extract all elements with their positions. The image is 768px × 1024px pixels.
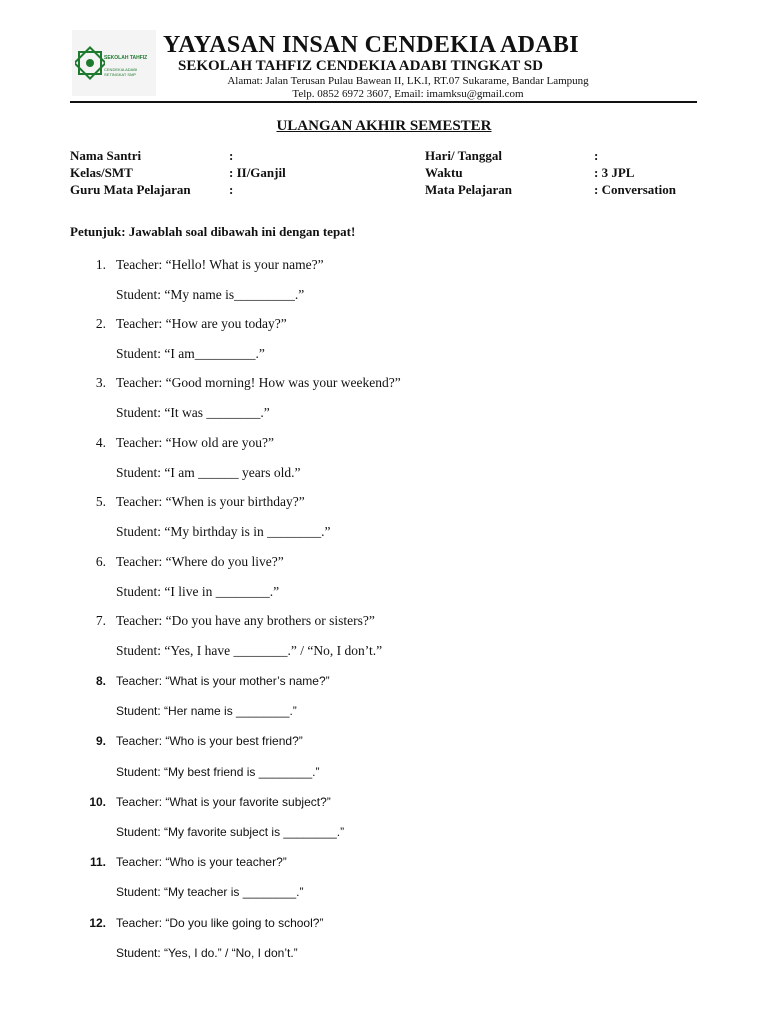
info-value-nama-santri: : [229,148,234,163]
question-number: 10. [89,795,106,809]
question-teacher-line: Teacher: “How are you today?” [116,316,287,331]
question-student-line: Student: “I am ______ years old.” [116,465,301,480]
info-label-kelas: Kelas/SMT [70,165,133,180]
star-emblem-icon [75,34,105,92]
exam-title: ULANGAN AKHIR SEMESTER [276,118,492,134]
question-number: 1. [95,257,106,272]
question-number: 4. [95,435,106,450]
logo-text-main: SEKOLAH TAHFIZ [104,55,148,61]
question-student-line: Student: “Yes, I do.” / “No, I don’t.” [116,946,298,960]
question-number: 3. [95,375,106,390]
school-logo [72,30,156,96]
info-value-kelas: : II/Ganjil [229,165,286,180]
question-student-line: Student: “My name is_________.” [116,287,305,302]
question-teacher-line: Teacher: “Who is your best friend?” [116,734,303,748]
school-address: Alamat: Jalan Terusan Pulau Bawean II, LK.I, RT.07 Sukarame, Bandar Lampung [227,75,589,87]
question-student-line: Student: “I live in ________.” [116,584,280,599]
question-teacher-line: Teacher: “How old are you?” [116,435,274,450]
question-student-line: Student: “My favorite subject is ________.” [116,825,345,839]
info-value-guru: : [229,182,234,197]
school-name: SEKOLAH TAHFIZ CENDEKIA ADABI TINGKAT SD [178,58,543,74]
question-teacher-line: Teacher: “What is your mother’s name?” [116,674,330,688]
info-label-hari-tanggal: Hari/ Tanggal [425,148,502,163]
question-teacher-line: Teacher: “When is your birthday?” [116,494,305,509]
question-number: 8. [95,674,106,688]
question-student-line: Student: “My best friend is ________.” [116,765,320,779]
question-student-line: Student: “My teacher is ________.” [116,885,304,899]
instruction-text: Petunjuk: Jawablah soal dibawah ini dengan tepat! [70,224,356,239]
info-label-guru: Guru Mata Pelajaran [70,182,191,197]
info-value-hari-tanggal: : [594,148,599,163]
question-teacher-line: Teacher: “Do you like going to school?” [116,916,324,930]
question-teacher-line: Teacher: “What is your favorite subject?” [116,795,331,809]
header-divider [70,101,697,103]
info-label-waktu: Waktu [425,165,463,180]
question-teacher-line: Teacher: “Good morning! How was your weekend?” [116,375,401,390]
question-number: 9. [95,734,106,748]
question-number: 7. [95,613,106,628]
question-student-line: Student: “I am_________.” [116,346,265,361]
info-label-mata-pelajaran: Mata Pelajaran [425,182,513,197]
school-contact: Telp. 0852 6972 3607, Email: imamksu@gmail.com [292,88,524,100]
foundation-title: YAYASAN INSAN CENDEKIA ADABI [163,32,579,58]
question-student-line: Student: “Her name is ________.” [116,704,297,718]
question-student-line: Student: “My birthday is in ________.” [116,524,331,539]
question-number: 5. [95,494,106,509]
question-student-line: Student: “It was ________.” [116,405,270,420]
info-value-mata-pelajaran: : Conversation [594,182,676,197]
question-teacher-line: Teacher: “Where do you live?” [116,554,284,569]
question-number: 6. [95,554,106,569]
question-number: 11. [89,855,106,869]
question-teacher-line: Teacher: “Hello! What is your name?” [116,257,324,272]
question-number: 12. [89,916,106,930]
question-number: 2. [95,316,106,331]
logo-text-sub: CENDEKIA ADABI SETINGKAT SMP [104,67,138,77]
question-teacher-line: Teacher: “Who is your teacher?” [116,855,287,869]
question-student-line: Student: “Yes, I have ________.” / “No, I don’t.” [116,643,383,658]
info-label-nama-santri: Nama Santri [70,148,142,163]
info-value-waktu: : 3 JPL [594,165,635,180]
question-teacher-line: Teacher: “Do you have any brothers or sisters?” [116,613,375,628]
